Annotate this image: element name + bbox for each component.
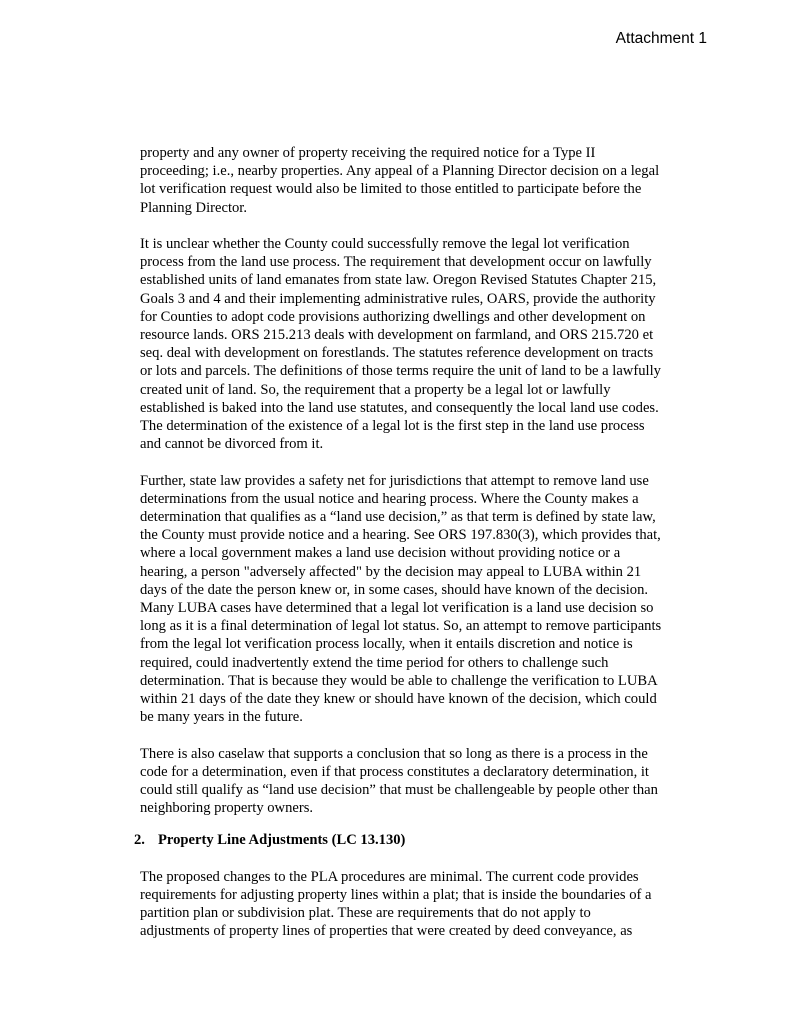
text-line: Further, state law provides a safety net for jurisdictions that attempt to remove land use: [140, 472, 649, 489]
text-line: determinations from the usual notice and hearing process. Where the County makes a: [140, 490, 639, 507]
text-line: determination that qualifies as a “land use decision,” as that term is defined by state law,: [140, 509, 656, 526]
text-line: established is baked into the land use statutes, and consequently the local land use codes.: [140, 399, 659, 416]
text-line: adjustments of property lines of properties that were created by deed conveyance, as: [140, 923, 633, 940]
text-line: created unit of land. So, the requirement that a property be a legal lot or lawfully: [140, 381, 611, 398]
text-line: required, could inadvertently extend the time period for others to challenge such: [140, 654, 609, 671]
text-line: the County must provide notice and a hearing. See ORS 197.830(3), which provides that,: [140, 527, 661, 544]
paragraph-pla-procedures: [140, 868, 720, 941]
document-body: [134, 144, 720, 959]
text-line: The proposed changes to the PLA procedures are minimal. The current code provides: [140, 868, 639, 885]
text-line: requirements for adjusting property lines within a plat; that is inside the boundaries of a: [140, 886, 652, 903]
text-line: for Counties to adopt code provisions authorizing dwellings and other development on: [140, 308, 646, 325]
text-line: days of the date the person knew or, in some cases, should have known of the decision.: [140, 581, 649, 598]
attachment-label: Attachment 1: [615, 30, 707, 47]
text-line: property and any owner of property receiving the required notice for a Type II: [140, 145, 596, 161]
text-line: or lots and parcels. The definitions of those terms require the unit of land to be a lawfully: [140, 363, 661, 380]
paragraph-state-law-safety-net: [140, 472, 720, 727]
text-line: The determination of the existence of a legal lot is the first step in the land use process: [140, 418, 645, 435]
paragraph-appeal-participation: [140, 144, 720, 217]
text-line: Many LUBA cases have determined that a legal lot verification is a land use decision so: [140, 600, 654, 617]
text-line: There is also caselaw that supports a conclusion that so long as there is a process in the: [140, 745, 648, 762]
text-line: determination. That is because they would be able to challenge the verification to LUBA: [140, 672, 658, 689]
section-number: 2.: [134, 832, 145, 849]
text-line: process from the land use process. The requirement that development occur on lawfully: [140, 254, 652, 271]
text-line: proceeding; i.e., nearby properties. Any appeal of a Planning Director decision on a legal: [140, 163, 660, 180]
text-line: established units of land emanates from state law. Oregon Revised Statutes Chapter 215,: [140, 272, 657, 289]
paragraph-caselaw: [140, 745, 720, 818]
text-line: long as it is a final determination of legal lot status. So, an attempt to remove participants: [140, 618, 662, 635]
text-line: and cannot be divorced from it.: [140, 436, 324, 453]
text-line: code for a determination, even if that process constitutes a declaratory determination, it: [140, 763, 649, 780]
section-heading-property-line-adjustments: [134, 831, 720, 849]
text-line: be many years in the future.: [140, 709, 303, 726]
text-line: partition plan or subdivision plat. These are requirements that do not apply to: [140, 905, 591, 922]
text-line: It is unclear whether the County could successfully remove the legal lot verification: [140, 236, 630, 252]
text-line: from the legal lot verification process locally, when it entails discretion and notice is: [140, 636, 633, 653]
text-line: neighboring property owners.: [140, 800, 314, 817]
text-line: Planning Director.: [140, 199, 248, 216]
text-line: could still qualify as “land use decision” that must be challengeable by people other than: [140, 782, 658, 799]
text-line: where a local government makes a land use decision without providing notice or a: [140, 545, 621, 562]
text-line: Goals 3 and 4 and their implementing administrative rules, OARS, provide the authority: [140, 290, 656, 307]
text-line: seq. deal with development on forestlands. The statutes reference development on tracts: [140, 345, 654, 362]
text-line: hearing, a person "adversely affected" by the decision may appeal to LUBA within 21: [140, 563, 642, 580]
paragraph-legal-lot-process: [140, 235, 720, 453]
section-title: Property Line Adjustments (LC 13.130): [158, 832, 406, 849]
text-line: resource lands. ORS 215.213 deals with development on farmland, and ORS 215.720 et: [140, 327, 654, 344]
text-line: lot verification request would also be limited to those entitled to participate before the: [140, 181, 642, 198]
text-line: within 21 days of the date they knew or should have known of the decision, which could: [140, 691, 657, 708]
